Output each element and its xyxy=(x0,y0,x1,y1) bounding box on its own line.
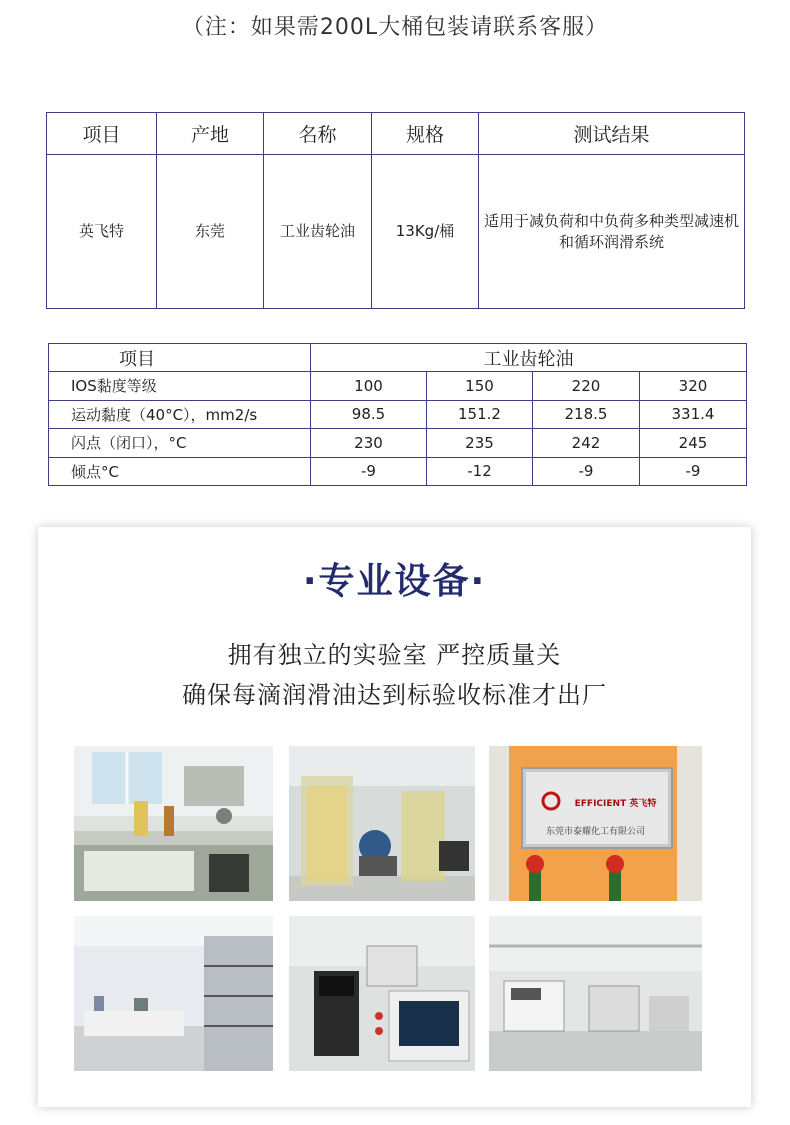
lab-bench-image xyxy=(74,746,273,901)
spec-cell: 230 xyxy=(311,429,427,458)
sign-company-text: 东莞市泰耀化工有限公司 xyxy=(545,827,645,837)
sign-brand-text: EFFICIENT 英飞特 xyxy=(574,799,657,809)
spec-cell: -9 xyxy=(533,457,640,486)
spec-header-item: 项目 xyxy=(49,344,311,372)
lab-photo-bench xyxy=(74,746,273,901)
spec-cell: -9 xyxy=(640,457,747,486)
lab-photo-viscometer xyxy=(289,746,475,901)
equipment-title: ·专业设备· xyxy=(302,561,487,602)
spec-cell: 98.5 xyxy=(311,400,427,429)
cell-origin: 东莞 xyxy=(157,155,264,309)
header-name: 名称 xyxy=(264,113,372,155)
header-spec: 规格 xyxy=(372,113,479,155)
spec-table xyxy=(48,343,747,486)
spec-cell: 218.5 xyxy=(533,400,640,429)
lab-photo-shelves xyxy=(74,916,273,1071)
instrument-image xyxy=(289,916,475,1071)
analyzer-image xyxy=(489,916,702,1071)
spec-table-header xyxy=(49,344,747,372)
lab-shelves-image xyxy=(74,916,273,1071)
spec-row-label: IOS黏度等级 xyxy=(49,372,311,401)
product-table xyxy=(46,112,745,309)
cell-result: 适用于减负荷和中负荷多种类型减速机和循环润滑系统 xyxy=(479,155,745,309)
lab-photo-instrument xyxy=(289,916,475,1071)
lab-photo-analyzer xyxy=(489,916,702,1071)
spec-cell: 245 xyxy=(640,429,747,458)
equipment-line-1: 拥有独立的实验室 严控质量关 xyxy=(227,641,562,669)
company-sign-photo xyxy=(489,746,702,901)
header-origin: 产地 xyxy=(157,113,264,155)
header-result: 测试结果 xyxy=(479,113,745,155)
spec-cell: 150 xyxy=(427,372,533,401)
spec-row-label: 倾点°C xyxy=(49,457,311,486)
spec-cell: 320 xyxy=(640,372,747,401)
spec-cell: 220 xyxy=(533,372,640,401)
spec-cell: -9 xyxy=(311,457,427,486)
spec-row-label: 运动黏度（40°C），mm2/s xyxy=(49,400,311,429)
spec-cell: 242 xyxy=(533,429,640,458)
equipment-card xyxy=(38,527,751,1107)
spec-row xyxy=(49,429,747,458)
product-table-row xyxy=(47,155,745,309)
spec-cell: 331.4 xyxy=(640,400,747,429)
viscometer-image xyxy=(289,746,475,901)
spec-cell: -12 xyxy=(427,457,533,486)
spec-row xyxy=(49,457,747,486)
cell-brand: 英飞特 xyxy=(47,155,157,309)
header-item: 项目 xyxy=(47,113,157,155)
equipment-line-2: 确保每滴润滑油达到标验收标准才出厂 xyxy=(182,681,607,709)
spec-row xyxy=(49,400,747,429)
cell-spec: 13Kg/桶 xyxy=(372,155,479,309)
package-note: （注：如果需200L大桶包装请联系客服） xyxy=(181,15,609,40)
spec-header-product: 工业齿轮油 xyxy=(311,344,747,372)
spec-row-label: 闪点（闭口），°C xyxy=(49,429,311,458)
spec-cell: 100 xyxy=(311,372,427,401)
cell-name: 工业齿轮油 xyxy=(264,155,372,309)
spec-cell: 151.2 xyxy=(427,400,533,429)
spec-row xyxy=(49,372,747,401)
product-table-header xyxy=(47,113,745,155)
spec-cell: 235 xyxy=(427,429,533,458)
